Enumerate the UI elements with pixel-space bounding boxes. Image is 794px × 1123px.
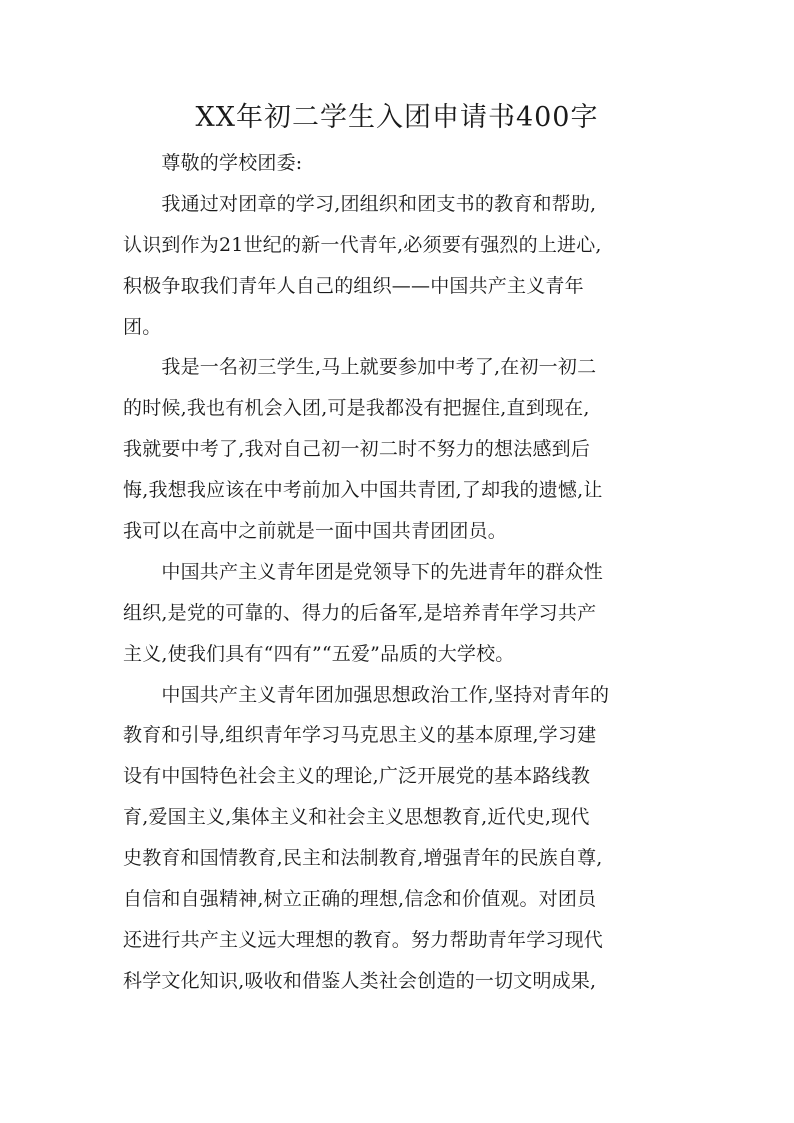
document-body: [123, 143, 673, 1002]
text-line: 团。: [123, 315, 162, 338]
text-line: 组织,是党的可靠的、得力的后备军,是培养青年学习共产: [123, 601, 597, 624]
text-line: 还进行共产主义远大理想的教育。努力帮助青年学习现代: [123, 928, 604, 951]
text-line: 我是一名初三学生,马上就要参加中考了,在初一初二: [123, 356, 597, 379]
text-line: 育,爱国主义,集体主义和社会主义思想教育,近代史,现代: [123, 806, 590, 829]
text-line: 主义,使我们具有“四有”“五爱”品质的大学校。: [123, 642, 515, 665]
text-line: 我就要中考了,我对自己初一初二时不努力的想法感到后: [123, 438, 591, 461]
text-line: 我通过对团章的学习,团组织和团支书的教育和帮助,: [123, 192, 597, 215]
text-line: 中国共产主义青年团加强思想政治工作,坚持对青年的: [123, 683, 610, 706]
text-line: 史教育和国情教育,民主和法制教育,增强青年的民族自尊,: [123, 847, 603, 870]
text-line: 设有中国特色社会主义的理论,广泛开展党的基本路线教: [123, 765, 591, 788]
text-line: 教育和引导,组织青年学习马克思主义的基本原理,学习建: [123, 724, 597, 747]
text-line: 的时候,我也有机会入团,可是我都没有把握住,直到现在,: [123, 397, 590, 420]
text-line: 积极争取我们青年人自己的组织——中国共产主义青年: [123, 274, 584, 297]
text-line: 尊敬的学校团委:: [123, 152, 303, 174]
text-line: 我可以在高中之前就是一面中国共青团团员。: [123, 520, 508, 543]
text-line: 悔,我想我应该在中考前加入中国共青团,了却我的遗憾,让: [123, 479, 603, 502]
text-line: 中国共产主义青年团是党领导下的先进青年的群众性: [123, 560, 604, 583]
text-line: 认识到作为21世纪的新一代青年,必须要有强烈的上进心,: [123, 233, 602, 256]
document-title: XX年初二学生入团申请书400字: [195, 102, 599, 133]
text-line: 科学文化知识,吸收和借鉴人类社会创造的一切文明成果,: [123, 969, 597, 992]
text-line: 自信和自强精神,树立正确的理想,信念和价值观。对团员: [123, 888, 597, 911]
